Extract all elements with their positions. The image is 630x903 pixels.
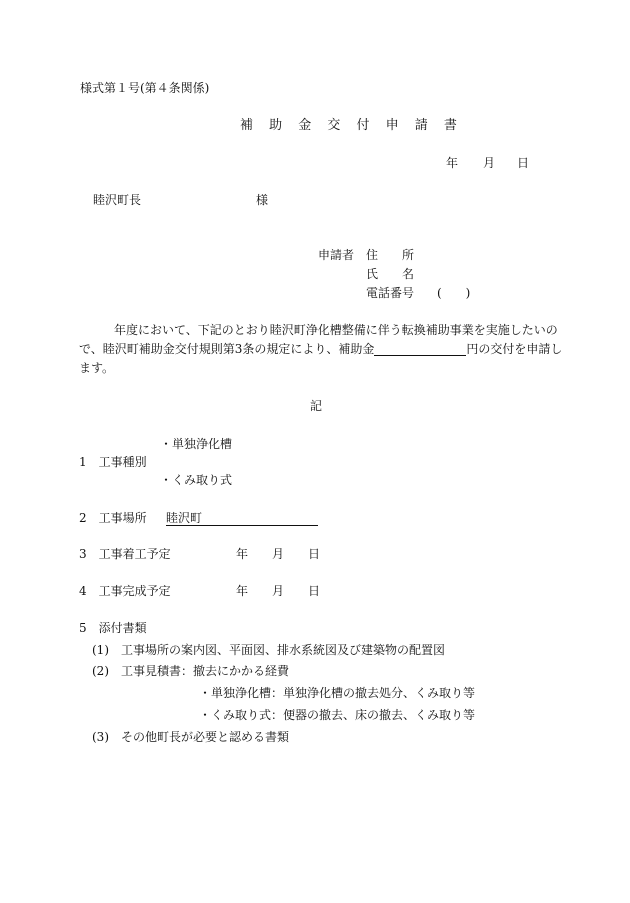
item-3-month: 月 xyxy=(272,547,285,561)
date-month: 月 xyxy=(483,156,496,170)
name-label: 氏 名 xyxy=(366,267,415,281)
phone-label: 電話番号 xyxy=(366,286,415,300)
amount-blank xyxy=(374,342,466,356)
item-1-option-1: ・単独浄化槽 xyxy=(160,437,233,451)
item-5-sub-3: (3) その他町長が必要と認める書類 xyxy=(92,730,289,744)
item-5-sub-2-a: ・単独浄化槽：単独浄化槽の撤去処分、くみ取り等 xyxy=(199,686,476,700)
applicant-label: 申請者 xyxy=(318,248,355,262)
item-3-year: 年 xyxy=(236,547,249,561)
item-4-day: 日 xyxy=(308,584,321,598)
date-day: 日 xyxy=(517,156,530,170)
phone-parentheses: ( ) xyxy=(437,286,471,300)
date-year: 年 xyxy=(446,156,459,170)
document-title: 補 助 金 交 付 申 請 書 xyxy=(240,118,463,133)
addressee-name: 睦沢町長 xyxy=(93,193,142,207)
body-line-2 xyxy=(79,342,562,356)
item-2-label: 2 工事場所 xyxy=(79,511,147,525)
item-1-label: 1 工事種別 xyxy=(79,455,147,469)
body-line-2-prefix: で、睦沢町補助金交付規則第3条の規定により、補助金 xyxy=(79,342,375,356)
item-5-label: 5 添付書類 xyxy=(79,621,147,635)
item-4-label: 4 工事完成予定 xyxy=(79,584,171,598)
ki-heading: 記 xyxy=(310,399,323,413)
item-1-option-2: ・くみ取り式 xyxy=(160,473,233,487)
body-line-3: ます。 xyxy=(79,361,115,375)
body-line-1: 年度において、下記のとおり睦沢町浄化槽整備に伴う転換補助事業を実施したいの xyxy=(114,323,558,337)
item-3-day: 日 xyxy=(308,547,321,561)
item-2-value: 睦沢町 xyxy=(166,511,318,526)
item-4-year: 年 xyxy=(236,584,249,598)
item-5-sub-2: (2) 工事見積書：撤去にかかる経費 xyxy=(92,664,289,678)
body-line-2-suffix: 円の交付を申請し xyxy=(466,342,563,356)
item-3-label: 3 工事着工予定 xyxy=(79,547,171,561)
address-label: 住 所 xyxy=(366,248,415,262)
item-4-month: 月 xyxy=(272,584,285,598)
item-5-sub-1: (1) 工事場所の案内図、平面図、排水系統図及び建築物の配置図 xyxy=(92,643,446,657)
item-5-sub-2-b: ・くみ取り式：便器の撤去、床の撤去、くみ取り等 xyxy=(199,708,476,722)
addressee-honorific: 様 xyxy=(256,193,269,207)
form-number: 様式第１号(第４条関係) xyxy=(80,81,210,95)
